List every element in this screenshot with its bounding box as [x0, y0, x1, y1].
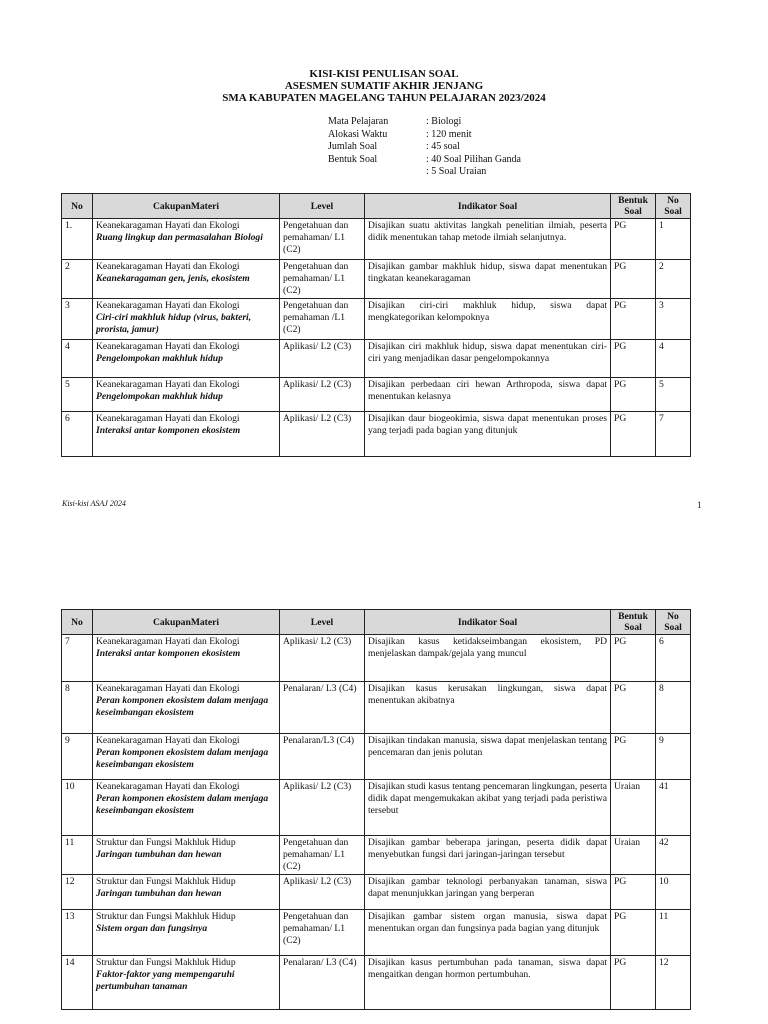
col-header-bentuk-line2: Soal: [624, 206, 642, 217]
col-header-no: No: [62, 194, 93, 219]
cell-bentuk-soal: PG: [611, 412, 656, 457]
cell-no: 12: [62, 875, 93, 910]
cell-indikator: Disajikan gambar makhluk hidup, siswa dapat menentukan tingkatan keanekaragaman: [365, 260, 611, 299]
cell-level: Aplikasi/ L2 (C3): [280, 378, 365, 412]
table-row: [62, 734, 691, 780]
materi-subtopic: Interaksi antar komponen ekosistem: [96, 425, 241, 436]
table-row: [62, 412, 691, 457]
cell-materi: [93, 780, 280, 836]
table-header-row: [62, 194, 691, 219]
cell-indikator: Disajikan gambar teknologi perbanyakan tanaman, siswa dapat menunjukkan jaringan yang berperan: [365, 875, 611, 910]
materi-subtopic: Faktor-faktor yang mempengaruhi pertumbuhan tanaman: [96, 969, 235, 992]
table-row: [62, 340, 691, 378]
cell-indikator: Disajikan kasus kerusakan lingkungan, siswa dapat menentukan akibatnya: [365, 682, 611, 734]
cell-bentuk-soal: PG: [611, 910, 656, 956]
cell-level: Penalaran/ L3 (C4): [280, 956, 365, 1010]
materi-subtopic: Jaringan tumbuhan dan hewan: [96, 849, 222, 860]
cell-indikator: Disajikan daur biogeokimia, siswa dapat menentukan proses yang terjadi pada bagian yang ditunjuk: [365, 412, 611, 457]
cell-materi: [93, 734, 280, 780]
cell-bentuk-soal: PG: [611, 340, 656, 378]
cell-level: Penalaran/ L3 (C4): [280, 682, 365, 734]
footer-label: Kisi-kisi ASAJ 2024: [62, 499, 126, 508]
col-header-materi: CakupanMateri: [93, 610, 280, 635]
meta-key: [328, 166, 426, 179]
col-header-bentuk-line1: Bentuk: [618, 611, 648, 622]
materi-subtopic: Peran komponen ekosistem dalam menjaga keseimbangan ekosistem: [96, 747, 269, 770]
meta-value: : Biologi: [426, 116, 462, 127]
materi-topic: Keanekaragaman Hayati dan Ekologi: [96, 300, 240, 311]
cell-no-soal: 42: [656, 836, 691, 875]
exam-info: [328, 116, 521, 179]
materi-topic: Keanekaragaman Hayati dan Ekologi: [96, 413, 240, 424]
cell-no: 9: [62, 734, 93, 780]
cell-level: Pengetahuan dan pemahaman /L1 (C2): [280, 299, 365, 340]
cell-materi: [93, 219, 280, 260]
cell-no-soal: 10: [656, 875, 691, 910]
cell-no-soal: 11: [656, 910, 691, 956]
cell-no-soal: 1: [656, 219, 691, 260]
meta-row-time: [328, 129, 521, 142]
table-row: [62, 956, 691, 1010]
col-header-nosoal: [656, 610, 691, 635]
materi-subtopic: Jaringan tumbuhan dan hewan: [96, 888, 222, 899]
cell-no-soal: 8: [656, 682, 691, 734]
table-row: [62, 260, 691, 299]
cell-materi: [93, 682, 280, 734]
page-number: 1: [697, 500, 702, 510]
materi-subtopic: Peran komponen ekosistem dalam menjaga keseimbangan ekosistem: [96, 793, 269, 816]
cell-no: 1.: [62, 219, 93, 260]
table-row: [62, 910, 691, 956]
materi-topic: Keanekaragaman Hayati dan Ekologi: [96, 781, 240, 792]
materi-topic: Keanekaragaman Hayati dan Ekologi: [96, 341, 240, 352]
cell-level: Aplikasi/ L2 (C3): [280, 875, 365, 910]
cell-bentuk-soal: Uraian: [611, 836, 656, 875]
meta-row-subject: [328, 116, 521, 129]
cell-no-soal: 7: [656, 412, 691, 457]
cell-indikator: Disajikan suatu aktivitas langkah penelitian ilmiah, peserta didik menentukan tahap metode ilmiah selanjutnya.: [365, 219, 611, 260]
col-header-bentuk: [611, 194, 656, 219]
cell-level: Penalaran/L3 (C4): [280, 734, 365, 780]
table-row: [62, 682, 691, 734]
meta-value: : 120 menit: [426, 128, 472, 140]
meta-key: Alokasi Waktu: [328, 128, 388, 140]
cell-no-soal: 3: [656, 299, 691, 340]
materi-subtopic: Sistem organ dan fungsinya: [96, 923, 208, 934]
cell-indikator: Disajikan tindakan manusia, siswa dapat menjelaskan tentang pencemaran dan jenis polutan: [365, 734, 611, 780]
table-row: [62, 299, 691, 340]
cell-bentuk-soal: PG: [611, 734, 656, 780]
meta-value: : 40 Soal Pilihan Ganda: [426, 153, 521, 165]
col-header-nosoal-line1: No: [667, 195, 679, 206]
meta-key: Bentuk Soal: [328, 153, 378, 165]
cell-level: Aplikasi/ L2 (C3): [280, 635, 365, 682]
grid-table-page-2: [61, 609, 691, 1010]
cell-no: 8: [62, 682, 93, 734]
materi-topic: Struktur dan Fungsi Makhluk Hidup: [96, 876, 236, 887]
col-header-nosoal: [656, 194, 691, 219]
table-row: [62, 219, 691, 260]
document-subtitle: ASESMEN SUMATIF AKHIR JENJANG: [284, 80, 484, 92]
cell-indikator: Disajikan kasus ketidakseimbangan ekosistem, PD menjelaskan dampak/gejala yang muncul: [365, 635, 611, 682]
document-title: KISI-KISI PENULISAN SOAL: [309, 68, 459, 80]
table-row: [62, 635, 691, 682]
col-header-materi: CakupanMateri: [93, 194, 280, 219]
materi-topic: Keanekaragaman Hayati dan Ekologi: [96, 683, 240, 694]
table-row: [62, 780, 691, 836]
materi-topic: Keanekaragaman Hayati dan Ekologi: [96, 636, 240, 647]
cell-bentuk-soal: PG: [611, 682, 656, 734]
col-header-no: No: [62, 610, 93, 635]
cell-level: Aplikasi/ L2 (C3): [280, 780, 365, 836]
cell-no: 13: [62, 910, 93, 956]
cell-bentuk-soal: Uraian: [611, 780, 656, 836]
materi-topic: Keanekaragaman Hayati dan Ekologi: [96, 220, 240, 231]
col-header-indikator: Indikator Soal: [365, 194, 611, 219]
cell-no-soal: 12: [656, 956, 691, 1010]
cell-level: Aplikasi/ L2 (C3): [280, 340, 365, 378]
materi-topic: Keanekaragaman Hayati dan Ekologi: [96, 735, 240, 746]
cell-materi: [93, 875, 280, 910]
cell-materi: [93, 956, 280, 1010]
cell-bentuk-soal: PG: [611, 299, 656, 340]
col-header-nosoal-line2: Soal: [664, 206, 682, 217]
cell-no-soal: 5: [656, 378, 691, 412]
cell-level: Pengetahuan dan pemahaman/ L1 (C2): [280, 219, 365, 260]
cell-bentuk-soal: PG: [611, 635, 656, 682]
col-header-bentuk-line2: Soal: [624, 622, 642, 633]
materi-subtopic: Ciri-ciri makhluk hidup (virus, bakteri, prorista, jamur): [96, 312, 252, 335]
cell-indikator: Disajikan perbedaan ciri hewan Arthropoda, siswa dapat menentukan kelasnya: [365, 378, 611, 412]
cell-no-soal: 4: [656, 340, 691, 378]
cell-no: 7: [62, 635, 93, 682]
cell-no-soal: 2: [656, 260, 691, 299]
materi-subtopic: Interaksi antar komponen ekosistem: [96, 648, 241, 659]
cell-materi: [93, 378, 280, 412]
cell-indikator: Disajikan kasus pertumbuhan pada tanaman, siswa dapat mengaitkan dengan hormon pertumbuhan.: [365, 956, 611, 1010]
meta-key: Mata Pelajaran: [328, 116, 389, 127]
materi-subtopic: Peran komponen ekosistem dalam menjaga keseimbangan ekosistem: [96, 695, 269, 718]
meta-value: : 45 soal: [426, 141, 460, 152]
cell-level: Pengetahuan dan pemahaman/ L1 (C2): [280, 910, 365, 956]
table-row: [62, 378, 691, 412]
cell-no: 2: [62, 260, 93, 299]
document-school-line: SMA KABUPATEN MAGELANG TAHUN PELAJARAN 2023/2024: [222, 92, 546, 104]
grid-table-page-1: [61, 193, 691, 457]
cell-materi: [93, 836, 280, 875]
meta-key: Jumlah Soal: [328, 141, 378, 152]
materi-topic: Keanekaragaman Hayati dan Ekologi: [96, 261, 240, 272]
cell-materi: [93, 910, 280, 956]
meta-value: : 5 Soal Uraian: [426, 166, 487, 177]
materi-subtopic: Ruang lingkup dan permasalahan Biologi: [96, 232, 263, 243]
cell-no: 11: [62, 836, 93, 875]
table-row: [62, 836, 691, 875]
materi-topic: Struktur dan Fungsi Makhluk Hidup: [96, 911, 236, 922]
cell-indikator: Disajikan studi kasus tentang pencemaran lingkungan, peserta didik dapat mengemukakan akibat yang terjadi pada peristiwa tersebut: [365, 780, 611, 836]
cell-indikator: Disajikan gambar sistem organ manusia, siswa dapat menentukan organ dan fungsinya pada bagian yang ditunjuk: [365, 910, 611, 956]
col-header-bentuk-line1: Bentuk: [618, 195, 648, 206]
cell-level: Pengetahuan dan pemahaman/ L1 (C2): [280, 836, 365, 875]
meta-row-form: [328, 154, 521, 167]
cell-no: 6: [62, 412, 93, 457]
materi-topic: Struktur dan Fungsi Makhluk Hidup: [96, 957, 236, 968]
materi-topic: Keanekaragaman Hayati dan Ekologi: [96, 379, 240, 390]
cell-no: 3: [62, 299, 93, 340]
cell-level: Aplikasi/ L2 (C3): [280, 412, 365, 457]
cell-materi: [93, 299, 280, 340]
col-header-nosoal-line1: No: [667, 611, 679, 622]
table-header-row: [62, 610, 691, 635]
cell-no: 4: [62, 340, 93, 378]
meta-row-count: [328, 141, 521, 154]
col-header-nosoal-line2: Soal: [664, 622, 682, 633]
cell-no-soal: 6: [656, 635, 691, 682]
materi-subtopic: Keanekaragaman gen, jenis, ekosistem: [96, 273, 250, 284]
col-header-level: Level: [280, 194, 365, 219]
cell-indikator: Disajikan ciri makhluk hidup, siswa dapat menentukan ciri-ciri yang menjadikan dasar pengelompokannya: [365, 340, 611, 378]
cell-indikator: Disajikan gambar beberapa jaringan, peserta didik dapat menyebutkan fungsi dari jaringan-jaringan tersebut: [365, 836, 611, 875]
cell-level: Pengetahuan dan pemahaman/ L1 (C2): [280, 260, 365, 299]
cell-bentuk-soal: PG: [611, 260, 656, 299]
cell-bentuk-soal: PG: [611, 378, 656, 412]
materi-topic: Struktur dan Fungsi Makhluk Hidup: [96, 837, 236, 848]
col-header-indikator: Indikator Soal: [365, 610, 611, 635]
cell-no: 10: [62, 780, 93, 836]
cell-indikator: Disajikan ciri-ciri makhluk hidup, siswa dapat mengkategorikan kelompoknya: [365, 299, 611, 340]
table-row: [62, 875, 691, 910]
cell-materi: [93, 340, 280, 378]
cell-materi: [93, 260, 280, 299]
cell-materi: [93, 412, 280, 457]
cell-no: 5: [62, 378, 93, 412]
cell-no-soal: 41: [656, 780, 691, 836]
cell-no: 14: [62, 956, 93, 1010]
cell-no-soal: 9: [656, 734, 691, 780]
cell-materi: [93, 635, 280, 682]
meta-row-form-extra: [328, 166, 521, 179]
cell-bentuk-soal: PG: [611, 219, 656, 260]
materi-subtopic: Pengelompokan makhluk hidup: [96, 391, 223, 402]
materi-subtopic: Pengelompokan makhluk hidup: [96, 353, 223, 364]
cell-bentuk-soal: PG: [611, 956, 656, 1010]
cell-bentuk-soal: PG: [611, 875, 656, 910]
col-header-bentuk: [611, 610, 656, 635]
col-header-level: Level: [280, 610, 365, 635]
